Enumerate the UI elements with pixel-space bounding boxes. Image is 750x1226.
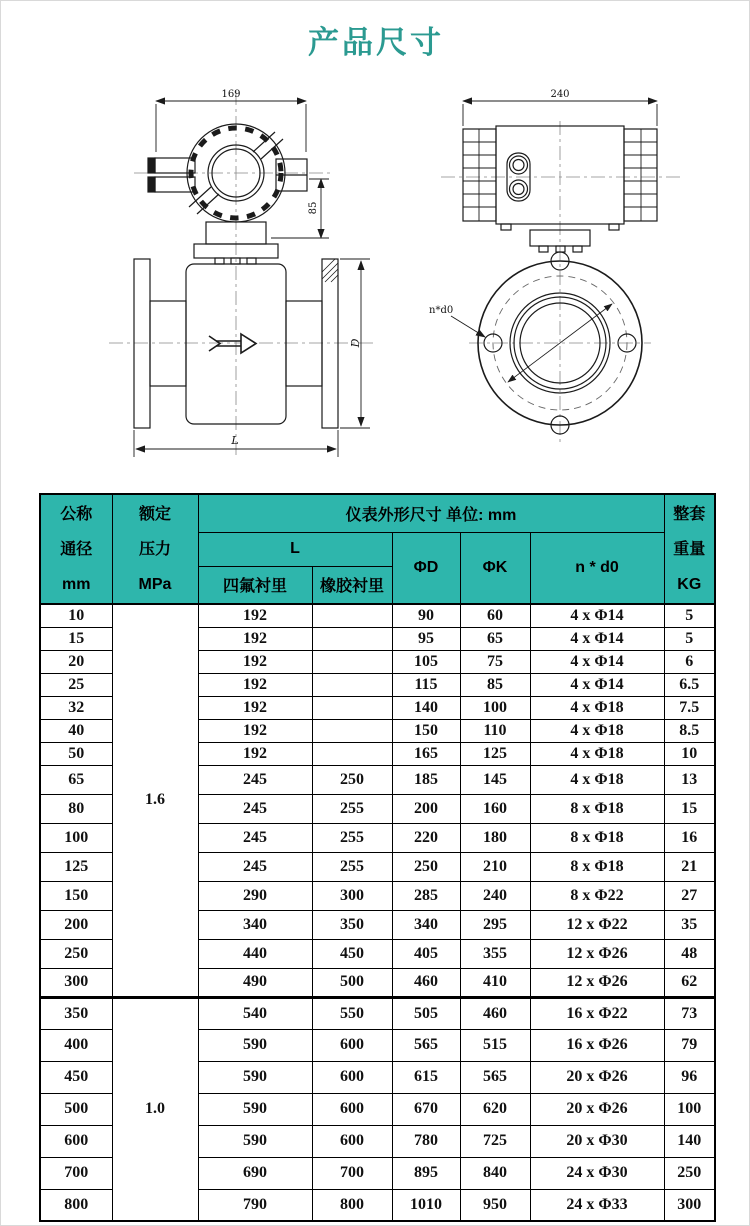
table-cell: 13 [664, 765, 715, 794]
table-cell: 5 [664, 627, 715, 650]
table-cell: 600 [312, 1125, 392, 1157]
table-cell: 20 x Φ26 [530, 1093, 664, 1125]
table-cell: 16 x Φ22 [530, 997, 664, 1029]
table-cell: 460 [460, 997, 530, 1029]
table-cell: 85 [460, 673, 530, 696]
table-cell: 79 [664, 1029, 715, 1061]
table-cell: 250 [392, 852, 460, 881]
table-cell: 6.5 [664, 673, 715, 696]
table-cell: 690 [198, 1157, 312, 1189]
table-cell [312, 742, 392, 765]
table-cell: 15 [664, 794, 715, 823]
table-cell: 73 [664, 997, 715, 1029]
table-cell: 16 [664, 823, 715, 852]
table-cell: 295 [460, 910, 530, 939]
bolt-pattern-label: n*d0 [429, 305, 454, 316]
table-cell: 590 [198, 1125, 312, 1157]
spec-table [39, 493, 716, 1222]
table-cell: 500 [312, 968, 392, 997]
spec-table-body [40, 604, 715, 1221]
header-rated-pressure: 额定 压力 MPa [112, 494, 198, 604]
cell-nominal-diameter: 700 [40, 1157, 112, 1189]
table-cell: 590 [198, 1061, 312, 1093]
table-cell: 10 [664, 742, 715, 765]
table-cell: 505 [392, 997, 460, 1029]
table-cell: 790 [198, 1189, 312, 1221]
table-cell: 490 [198, 968, 312, 997]
page-title: 产品尺寸 [308, 25, 444, 60]
table-cell: 4 x Φ14 [530, 673, 664, 696]
table-cell [312, 673, 392, 696]
table-cell: 8.5 [664, 719, 715, 742]
header-rubber-lining: 橡胶衬里 [312, 566, 392, 604]
table-cell: 220 [392, 823, 460, 852]
table-cell: 670 [392, 1093, 460, 1125]
table-cell: 8 x Φ18 [530, 852, 664, 881]
table-cell: 192 [198, 673, 312, 696]
table-cell: 565 [392, 1029, 460, 1061]
table-cell [312, 604, 392, 627]
cell-nominal-diameter: 100 [40, 823, 112, 852]
table-cell: 840 [460, 1157, 530, 1189]
table-cell: 725 [460, 1125, 530, 1157]
table-cell: 450 [312, 939, 392, 968]
table-cell: 600 [312, 1029, 392, 1061]
table-row [40, 604, 715, 627]
table-cell: 192 [198, 627, 312, 650]
table-cell: 800 [312, 1189, 392, 1221]
table-cell: 7.5 [664, 696, 715, 719]
cell-nominal-diameter: 250 [40, 939, 112, 968]
table-cell: 200 [392, 794, 460, 823]
table-cell: 100 [460, 696, 530, 719]
table-cell: 95 [392, 627, 460, 650]
header-phi-d: ΦD [392, 532, 460, 604]
table-cell: 210 [460, 852, 530, 881]
table-cell: 4 x Φ18 [530, 765, 664, 794]
front-width-dim: 169 [221, 89, 241, 100]
front-length-label: L [231, 434, 239, 447]
table-cell: 27 [664, 881, 715, 910]
header-total-weight: 整套 重量 KG [664, 494, 715, 604]
table-cell: 180 [460, 823, 530, 852]
header-nominal-diameter: 公称 通径 mm [40, 494, 112, 604]
table-cell: 340 [392, 910, 460, 939]
table-cell: 90 [392, 604, 460, 627]
table-cell: 8 x Φ22 [530, 881, 664, 910]
table-cell [312, 627, 392, 650]
table-cell: 355 [460, 939, 530, 968]
table-cell: 110 [460, 719, 530, 742]
table-cell: 255 [312, 852, 392, 881]
table-cell: 60 [460, 604, 530, 627]
table-cell: 4 x Φ18 [530, 696, 664, 719]
table-cell: 565 [460, 1061, 530, 1093]
table-cell: 620 [460, 1093, 530, 1125]
cell-nominal-diameter: 800 [40, 1189, 112, 1221]
table-cell: 165 [392, 742, 460, 765]
table-cell: 405 [392, 939, 460, 968]
table-cell: 285 [392, 881, 460, 910]
table-cell: 245 [198, 852, 312, 881]
table-cell: 550 [312, 997, 392, 1029]
table-cell: 895 [392, 1157, 460, 1189]
table-cell: 440 [198, 939, 312, 968]
cell-rated-pressure: 1.0 [112, 997, 198, 1221]
table-cell: 140 [664, 1125, 715, 1157]
table-cell: 245 [198, 794, 312, 823]
table-cell: 340 [198, 910, 312, 939]
table-cell: 105 [392, 650, 460, 673]
cell-nominal-diameter: 600 [40, 1125, 112, 1157]
cell-nominal-diameter: 40 [40, 719, 112, 742]
table-cell: 540 [198, 997, 312, 1029]
table-cell: 192 [198, 696, 312, 719]
cell-nominal-diameter: 25 [40, 673, 112, 696]
flow-direction-arrow [209, 334, 256, 353]
header-ptfe-lining: 四氟衬里 [198, 566, 312, 604]
table-cell: 12 x Φ26 [530, 968, 664, 997]
front-view-drawing [79, 86, 379, 466]
table-cell: 160 [460, 794, 530, 823]
cell-nominal-diameter: 400 [40, 1029, 112, 1061]
front-diameter-label: D [349, 338, 362, 348]
table-cell: 290 [198, 881, 312, 910]
table-cell: 62 [664, 968, 715, 997]
table-cell: 192 [198, 719, 312, 742]
table-cell: 48 [664, 939, 715, 968]
table-cell: 185 [392, 765, 460, 794]
table-cell: 255 [312, 823, 392, 852]
table-cell: 240 [460, 881, 530, 910]
table-cell: 65 [460, 627, 530, 650]
table-cell: 6 [664, 650, 715, 673]
table-cell: 615 [392, 1061, 460, 1093]
cell-nominal-diameter: 500 [40, 1093, 112, 1125]
table-cell: 12 x Φ22 [530, 910, 664, 939]
table-cell [312, 650, 392, 673]
header-length-l: L [198, 532, 392, 566]
cell-nominal-diameter: 125 [40, 852, 112, 881]
table-cell: 245 [198, 765, 312, 794]
table-cell: 115 [392, 673, 460, 696]
table-cell: 8 x Φ18 [530, 794, 664, 823]
front-height-dim: 85 [308, 201, 319, 215]
table-cell: 780 [392, 1125, 460, 1157]
cell-nominal-diameter: 350 [40, 997, 112, 1029]
table-cell: 8 x Φ18 [530, 823, 664, 852]
header-overall-dimensions: 仪表外形尺寸 单位: mm [198, 494, 664, 532]
table-cell: 250 [312, 765, 392, 794]
table-cell: 515 [460, 1029, 530, 1061]
table-cell: 460 [392, 968, 460, 997]
table-cell: 590 [198, 1093, 312, 1125]
table-cell: 100 [664, 1093, 715, 1125]
table-cell: 21 [664, 852, 715, 881]
table-cell: 1010 [392, 1189, 460, 1221]
table-cell: 4 x Φ18 [530, 719, 664, 742]
table-cell: 300 [664, 1189, 715, 1221]
table-cell: 75 [460, 650, 530, 673]
table-cell [312, 696, 392, 719]
table-cell: 600 [312, 1061, 392, 1093]
table-cell: 590 [198, 1029, 312, 1061]
table-cell: 192 [198, 650, 312, 673]
table-cell: 410 [460, 968, 530, 997]
side-view-drawing [421, 86, 721, 466]
table-cell: 4 x Φ18 [530, 742, 664, 765]
header-n-d0: n * d0 [530, 532, 664, 604]
table-row [40, 997, 715, 1029]
cell-nominal-diameter: 200 [40, 910, 112, 939]
table-cell: 96 [664, 1061, 715, 1093]
cell-nominal-diameter: 450 [40, 1061, 112, 1093]
table-cell [312, 719, 392, 742]
cell-rated-pressure: 1.6 [112, 604, 198, 997]
cell-nominal-diameter: 80 [40, 794, 112, 823]
table-cell: 250 [664, 1157, 715, 1189]
cell-nominal-diameter: 50 [40, 742, 112, 765]
table-cell: 4 x Φ14 [530, 650, 664, 673]
table-cell: 35 [664, 910, 715, 939]
table-cell: 950 [460, 1189, 530, 1221]
cell-nominal-diameter: 150 [40, 881, 112, 910]
table-cell: 145 [460, 765, 530, 794]
cell-nominal-diameter: 65 [40, 765, 112, 794]
table-cell: 125 [460, 742, 530, 765]
table-cell: 192 [198, 742, 312, 765]
cell-nominal-diameter: 15 [40, 627, 112, 650]
table-cell: 245 [198, 823, 312, 852]
cell-nominal-diameter: 10 [40, 604, 112, 627]
table-cell: 20 x Φ26 [530, 1061, 664, 1093]
side-width-dim: 240 [550, 89, 570, 100]
table-cell: 300 [312, 881, 392, 910]
table-cell: 24 x Φ30 [530, 1157, 664, 1189]
table-cell: 20 x Φ30 [530, 1125, 664, 1157]
table-cell: 255 [312, 794, 392, 823]
table-cell: 192 [198, 604, 312, 627]
table-cell: 24 x Φ33 [530, 1189, 664, 1221]
table-cell: 600 [312, 1093, 392, 1125]
table-cell: 16 x Φ26 [530, 1029, 664, 1061]
cell-nominal-diameter: 20 [40, 650, 112, 673]
table-cell: 150 [392, 719, 460, 742]
table-cell: 700 [312, 1157, 392, 1189]
table-cell: 4 x Φ14 [530, 604, 664, 627]
header-phi-k: ΦK [460, 532, 530, 604]
cell-nominal-diameter: 32 [40, 696, 112, 719]
cell-nominal-diameter: 300 [40, 968, 112, 997]
table-cell: 4 x Φ14 [530, 627, 664, 650]
table-cell: 5 [664, 604, 715, 627]
table-cell: 140 [392, 696, 460, 719]
table-cell: 350 [312, 910, 392, 939]
table-cell: 12 x Φ26 [530, 939, 664, 968]
